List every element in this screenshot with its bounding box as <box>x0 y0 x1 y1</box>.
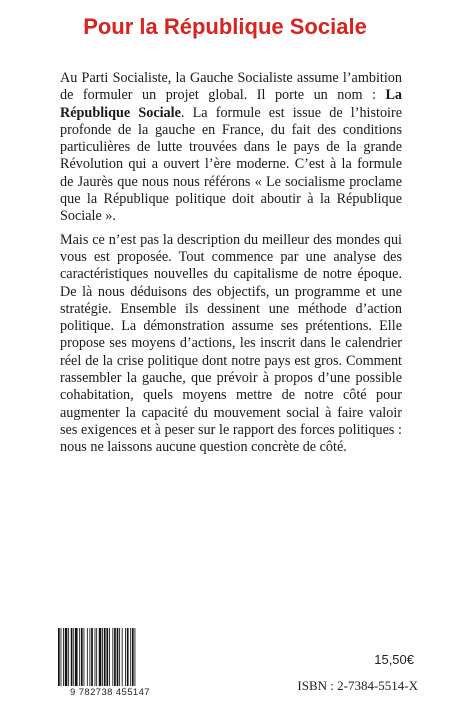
barcode-bar <box>87 628 88 686</box>
barcode-bar <box>135 628 136 686</box>
barcode-bar <box>84 628 85 686</box>
paragraph-2: Mais ce n’est pas la description du meilleur des mondes qui vous est proposée. Tout commence par une analyse des caractéristiques nouvelles du capitalisme de notre époque. De là nous déduisons des objectifs, un programme et une stratégie. Ensemble ils dessinent une méthode d’action politique. La démonstration assume ses prétentions. Elle propose ses moyens d’actions, les inscrit dans le calendrier réel de la crise politique dont notre pays est gros. Comment rassembler la gauche, que prévoir à propos d’une possible cohabitation, quels moyens mettre de notre côté pour augmenter la capacité du mouvement social à faire valoir ses exigences et à peser sur le rapport des forces politiques : nous ne laissons aucune question concrète de côté. <box>60 231 402 456</box>
barcode-bar <box>95 628 96 686</box>
barcode <box>56 628 164 698</box>
barcode-bar <box>119 628 120 686</box>
barcode-bar <box>104 628 106 686</box>
book-title: Pour la République Sociale <box>83 14 367 39</box>
barcode-digits: 9 782738 455147 <box>70 687 150 698</box>
barcode-bar <box>91 628 93 686</box>
barcode-bar <box>132 628 134 686</box>
barcode-bar <box>125 628 126 686</box>
barcode-bars <box>56 628 164 686</box>
barcode-bar <box>127 628 129 686</box>
barcode-bar <box>102 628 103 686</box>
paragraph-1-bold-name: La République Sociale <box>60 87 402 121</box>
barcode-bar <box>114 628 116 686</box>
barcode-bar <box>89 628 90 686</box>
paragraph-1-intro: Au Parti Socialiste, la Gauche Socialiste assume l’ambition de formuler un projet global. Il porte un nom : <box>60 70 402 104</box>
barcode-bar <box>65 628 68 686</box>
barcode-bar <box>109 628 110 686</box>
back-cover-text <box>60 70 402 463</box>
barcode-bar <box>117 628 119 686</box>
paragraph-1-rest: . La formule est issue de l’histoire profonde de la gauche en France, du fait des conditions particulières de lutte trouvées dans le pays de la grande Révolution qui a ouvert l’ère moderne. C’est à la formule de Jaurès que nous nous référons « Le socialisme proclame que la République politique doit aboutir à la République Sociale ». <box>60 104 402 225</box>
price-label: 15,50€ <box>374 652 414 667</box>
barcode-bar <box>73 628 74 686</box>
barcode-bar <box>96 628 97 686</box>
barcode-bar <box>63 628 64 686</box>
barcode-bar <box>99 628 102 686</box>
barcode-bar <box>106 628 108 686</box>
barcode-bar <box>61 628 62 686</box>
isbn-label: ISBN : 2-7384-5514-X <box>297 678 418 693</box>
paragraph-1 <box>60 70 402 226</box>
barcode-bar <box>122 628 123 686</box>
barcode-bar <box>75 628 78 686</box>
barcode-bar <box>68 628 69 686</box>
barcode-bar <box>79 628 80 686</box>
barcode-bar <box>58 628 60 686</box>
barcode-bar <box>130 628 131 686</box>
barcode-bar <box>71 628 73 686</box>
barcode-bar <box>81 628 83 686</box>
barcode-bar <box>112 628 113 686</box>
